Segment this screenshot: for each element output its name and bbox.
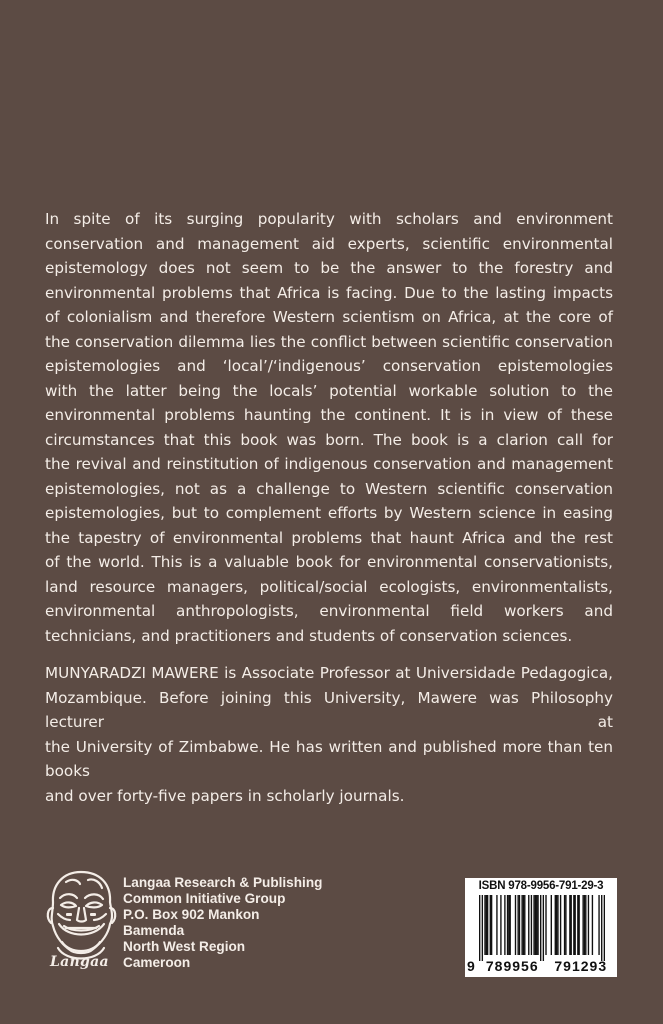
barcode-bar	[515, 895, 516, 955]
langaa-logo-wordmark: Langaa	[50, 954, 109, 970]
isbn-label: ISBN 978-9956-791-29-3	[478, 880, 604, 892]
publisher-line: Langaa Research & Publishing	[123, 875, 323, 890]
text-line: land resource managers, political/social ecologists, environmentalists,	[45, 577, 613, 596]
barcode-bar	[531, 895, 532, 955]
barcode-bar	[535, 895, 536, 955]
barcode-bar	[537, 895, 538, 955]
barcode-bar	[556, 895, 557, 955]
text-line: circumstances that this book was born. The book is a clarion call for	[45, 430, 613, 449]
publisher-line: North West Region	[123, 939, 246, 954]
barcode-bar	[496, 895, 497, 955]
text-line: epistemology does not seem to be the answer to the forestry and	[45, 259, 613, 277]
text-line: the conservation dilemma lies the conflict between scientific conservation	[45, 332, 613, 351]
publisher-line: Common Initiative Group	[123, 891, 286, 906]
barcode-bar	[523, 895, 524, 955]
blurb-paragraph	[45, 207, 613, 648]
barcode-bar	[545, 895, 546, 955]
barcode-bar	[573, 895, 574, 955]
text-line: environmental anthropologists, environmental field workers and	[45, 602, 613, 620]
barcode-bar	[504, 895, 505, 955]
publisher-line: Cameroon	[123, 955, 191, 970]
barcode-bar	[574, 895, 575, 955]
barcode-bar	[533, 895, 534, 955]
barcode-bar	[585, 895, 586, 955]
text-line: technicians, and practitioners and students of conservation sciences.	[45, 626, 573, 645]
barcode-bar	[551, 895, 552, 955]
text-line: epistemologies and ‘local’/‘indigenous’ conservation epistemologies	[45, 357, 613, 375]
barcode-bar	[500, 895, 501, 955]
barcode-left-group: 789956	[485, 958, 539, 974]
barcode-bar	[565, 895, 566, 955]
barcode-bar	[555, 895, 556, 955]
barcode-bar	[479, 895, 480, 961]
barcode-bar	[577, 895, 578, 955]
text-line: environmental problems haunting the continent. It is in view of these	[45, 406, 613, 424]
barcode-bar	[584, 895, 585, 955]
text-line: the tapestry of environmental problems that haunt Africa and the rest	[45, 528, 613, 547]
barcode-digits	[467, 958, 615, 974]
barcode-bar	[507, 895, 508, 955]
text-line: of colonialism and therefore Western scientism on Africa, at the core of	[45, 308, 613, 326]
barcode-bar	[592, 895, 593, 955]
publisher-line: Bamenda	[123, 923, 185, 938]
barcode-first-digit: 9	[467, 958, 476, 974]
barcode-bar	[604, 895, 605, 961]
barcode-bar	[517, 895, 518, 955]
text-line: epistemologies, not as a challenge to Western scientific conservation	[45, 479, 613, 498]
barcode-bar	[578, 895, 579, 955]
barcode-bar	[543, 895, 544, 961]
barcode-bar	[519, 895, 520, 955]
barcode-bar	[524, 895, 525, 955]
text-line: In spite of its surging popularity with scholars and environment	[45, 210, 613, 228]
text-line: the University of Zimbabwe. He has written and published more than ten books	[45, 737, 613, 780]
barcode-bar	[540, 895, 541, 961]
barcode-bar	[510, 895, 511, 955]
barcode-bar	[521, 895, 522, 955]
barcode-bar	[571, 895, 572, 955]
text-line: MUNYARADZI MAWERE is Associate Professor at Universidade Pedagogica,	[45, 664, 613, 682]
text-line: conservation and management aid experts, scientific environmental	[45, 234, 613, 253]
author-bio-paragraph	[45, 661, 613, 808]
isbn-barcode	[465, 878, 617, 977]
text-line: and over forty-five papers in scholarly journals.	[45, 786, 405, 805]
barcode-bar	[560, 895, 561, 955]
barcode-bar	[482, 895, 483, 961]
barcode-bar	[491, 895, 492, 955]
barcode-bar	[598, 895, 599, 955]
publisher-address	[123, 875, 322, 971]
barcode-bar	[484, 895, 485, 955]
barcode-bar	[564, 895, 565, 955]
text-line: Mozambique. Before joining this University, Mawere was Philosophy lecturer at	[45, 688, 613, 731]
barcode-bar	[569, 895, 570, 955]
barcode-bars-icon	[479, 895, 605, 961]
barcode-bar	[557, 895, 558, 955]
barcode-bar	[582, 895, 583, 955]
text-line: with the latter being the locals’ potential workable solution to the	[45, 381, 613, 400]
barcode-bar	[588, 895, 589, 955]
barcode-bar	[486, 895, 487, 955]
barcode-bar	[487, 895, 488, 955]
text-line: epistemologies, but to complement efforts by Western science in easing	[45, 504, 613, 522]
barcode-bar	[528, 895, 529, 955]
text-line: of the world. This is a valuable book for environmental conservationists,	[45, 553, 613, 571]
text-line: environmental problems that Africa is facing. Due to the lasting impacts	[45, 283, 613, 302]
barcode-bar	[601, 895, 602, 961]
publisher-line: P.O. Box 902 Mankon	[123, 907, 260, 922]
barcode-bar	[508, 895, 509, 955]
barcode-right-group: 791293	[554, 958, 608, 974]
text-line: the revival and reinstitution of indigenous conservation and management	[45, 455, 613, 473]
barcode-bar	[490, 895, 491, 955]
barcode-bar	[536, 895, 537, 955]
